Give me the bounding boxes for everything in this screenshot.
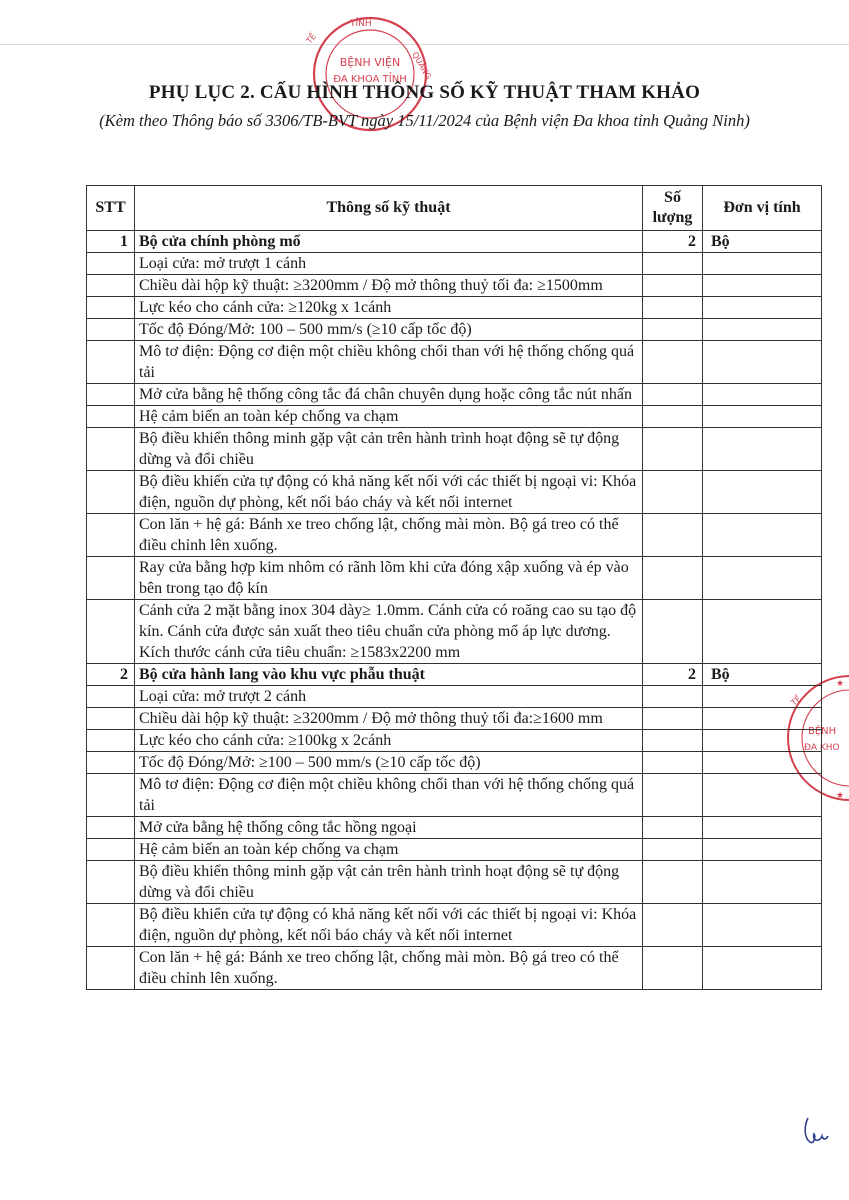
empty-cell [87, 861, 135, 904]
empty-cell [643, 557, 703, 600]
empty-cell [643, 600, 703, 664]
empty-cell [703, 406, 822, 428]
empty-cell [87, 514, 135, 557]
empty-cell [643, 341, 703, 384]
spec-cell: Mở cửa bằng hệ thống công tắc đá chân chuyên dụng hoặc công tắc nút nhấn [135, 384, 643, 406]
table-row [87, 384, 822, 406]
empty-cell [703, 275, 822, 297]
empty-cell [643, 904, 703, 947]
unit-cell: Bộ [703, 664, 822, 686]
header-unit: Đơn vị tính [703, 186, 822, 231]
spec-cell: Bộ điều khiển cửa tự động có khả năng kết nối với các thiết bị ngoại vi: Khóa điện, nguồn dự phòng, kết nối báo cháy và kết nối internet [135, 904, 643, 947]
empty-cell [643, 275, 703, 297]
empty-cell [87, 341, 135, 384]
empty-cell [703, 730, 822, 752]
table-row [87, 817, 822, 839]
empty-cell [643, 406, 703, 428]
empty-cell [643, 514, 703, 557]
empty-cell [87, 839, 135, 861]
empty-cell [87, 947, 135, 990]
table-group-row [87, 664, 822, 686]
svg-text:BỆNH VIỆN: BỆNH VIỆN [339, 56, 401, 69]
empty-cell [643, 817, 703, 839]
empty-cell [643, 708, 703, 730]
empty-cell [703, 428, 822, 471]
header-qty: Số lượng [643, 186, 703, 231]
spec-cell: Loại cửa: mở trượt 1 cánh [135, 253, 643, 275]
spec-table [86, 185, 822, 990]
empty-cell [87, 428, 135, 471]
svg-text:QUẢNG: QUẢNG [410, 50, 433, 81]
table-row [87, 406, 822, 428]
table-group-row [87, 231, 822, 253]
empty-cell [87, 708, 135, 730]
spec-cell: Lực kéo cho cánh cửa: ≥100kg x 2cánh [135, 730, 643, 752]
table-row [87, 275, 822, 297]
spec-cell: Lực kéo cho cánh cửa: ≥120kg x 1cánh [135, 297, 643, 319]
table-row [87, 947, 822, 990]
empty-cell [703, 904, 822, 947]
empty-cell [87, 817, 135, 839]
empty-cell [643, 752, 703, 774]
table-row [87, 600, 822, 664]
table-row [87, 708, 822, 730]
empty-cell [703, 514, 822, 557]
empty-cell [703, 752, 822, 774]
table-row [87, 730, 822, 752]
svg-text:TẾ: TẾ [304, 31, 318, 46]
empty-cell [87, 319, 135, 341]
empty-cell [643, 839, 703, 861]
table-row [87, 319, 822, 341]
svg-text:BỆNH: BỆNH [808, 726, 837, 737]
table-row [87, 297, 822, 319]
svg-text:ĐA KHO: ĐA KHO [804, 743, 840, 753]
spec-cell: Bộ điều khiển thông minh gặp vật cản trên hành trình hoạt động sẽ tự động dừng và đổi chiều [135, 861, 643, 904]
empty-cell [703, 253, 822, 275]
group-name-cell: Bộ cửa hành lang vào khu vực phẫu thuật [135, 664, 643, 686]
group-name-cell: Bộ cửa chính phòng mổ [135, 231, 643, 253]
empty-cell [703, 297, 822, 319]
empty-cell [703, 774, 822, 817]
empty-cell [87, 557, 135, 600]
empty-cell [643, 384, 703, 406]
spec-cell: Bộ điều khiển thông minh gặp vật cản trên hành trình hoạt động sẽ tự động dừng và đổi chiều [135, 428, 643, 471]
spec-cell: Tốc độ Đóng/Mở: ≥100 – 500 mm/s (≥10 cấp tốc độ) [135, 752, 643, 774]
empty-cell [87, 686, 135, 708]
spec-cell: Hệ cảm biến an toàn kép chống va chạm [135, 839, 643, 861]
table-row [87, 341, 822, 384]
empty-cell [87, 253, 135, 275]
spec-cell: Loại cửa: mở trượt 2 cánh [135, 686, 643, 708]
table-row [87, 557, 822, 600]
empty-cell [643, 730, 703, 752]
empty-cell [703, 817, 822, 839]
empty-cell [87, 904, 135, 947]
empty-cell [703, 708, 822, 730]
empty-cell [87, 406, 135, 428]
stt-cell: 2 [87, 664, 135, 686]
document-heading [0, 82, 849, 132]
spec-cell: Con lăn + hệ gá: Bánh xe treo chống lật, chống mài mòn. Bộ gá treo có thể điều chỉnh lên xuống. [135, 514, 643, 557]
signature-mark [800, 1112, 830, 1152]
table-row [87, 752, 822, 774]
table-header-row [87, 186, 822, 231]
table-row [87, 839, 822, 861]
unit-cell: Bộ [703, 231, 822, 253]
quantity-cell: 2 [643, 231, 703, 253]
empty-cell [643, 947, 703, 990]
spec-cell: Mô tơ điện: Động cơ điện một chiều không chổi than với hệ thống chống quá tải [135, 341, 643, 384]
spec-cell: Cánh cửa 2 mặt bằng inox 304 dày≥ 1.0mm. Cánh cửa có roăng cao su tạo độ kín. Cánh cửa được sản xuất theo tiêu chuẩn cửa phòng mổ áp lực dương. Kích thước cánh cửa tiêu chuẩn: ≥1583x2200 mm [135, 600, 643, 664]
empty-cell [87, 730, 135, 752]
empty-cell [87, 774, 135, 817]
empty-cell [643, 774, 703, 817]
empty-cell [703, 600, 822, 664]
table-row [87, 686, 822, 708]
table-row [87, 428, 822, 471]
table-row [87, 861, 822, 904]
spec-cell: Bộ điều khiển cửa tự động có khả năng kết nối với các thiết bị ngoại vi: Khóa điện, nguồn dự phòng, kết nối báo cháy và kết nối internet [135, 471, 643, 514]
document-title: PHỤ LỤC 2. CẤU HÌNH THÔNG SỐ KỸ THUẬT THAM KHẢO [148, 82, 701, 103]
svg-text:TẾ: TẾ [789, 694, 803, 708]
spec-cell: Chiều dài hộp kỹ thuật: ≥3200mm / Độ mở thông thuỷ tối đa:≥1600 mm [135, 708, 643, 730]
svg-text:★: ★ [836, 679, 845, 689]
spec-cell: Con lăn + hệ gá: Bánh xe treo chống lật, chống mài mòn. Bộ gá treo có thể điều chỉnh lên xuống. [135, 947, 643, 990]
spec-cell: Hệ cảm biến an toàn kép chống va chạm [135, 406, 643, 428]
table-row [87, 471, 822, 514]
spec-cell: Mở cửa bằng hệ thống công tắc hồng ngoại [135, 817, 643, 839]
table-row [87, 514, 822, 557]
empty-cell [703, 861, 822, 904]
empty-cell [703, 839, 822, 861]
spec-cell: Mô tơ điện: Động cơ điện một chiều không chổi than với hệ thống chống quá tải [135, 774, 643, 817]
quantity-cell: 2 [643, 664, 703, 686]
empty-cell [87, 471, 135, 514]
svg-text:ĐA KHOA TỈNH: ĐA KHOA TỈNH [333, 74, 407, 85]
empty-cell [643, 428, 703, 471]
empty-cell [643, 471, 703, 514]
empty-cell [703, 686, 822, 708]
header-spec: Thông số kỹ thuật [135, 186, 643, 231]
table-row [87, 774, 822, 817]
empty-cell [87, 275, 135, 297]
empty-cell [87, 752, 135, 774]
header-stt: STT [87, 186, 135, 231]
empty-cell [703, 384, 822, 406]
empty-cell [87, 600, 135, 664]
empty-cell [643, 253, 703, 275]
empty-cell [643, 861, 703, 904]
empty-cell [643, 319, 703, 341]
table-row [87, 253, 822, 275]
empty-cell [703, 319, 822, 341]
empty-cell [87, 297, 135, 319]
table-row [87, 904, 822, 947]
empty-cell [703, 947, 822, 990]
empty-cell [643, 686, 703, 708]
document-subtitle: (Kèm theo Thông báo số 3306/TB-BVT ngày 15/11/2024 của Bệnh viện Đa khoa tỉnh Quảng Ninh) [99, 111, 750, 130]
empty-cell [703, 557, 822, 600]
empty-cell [703, 341, 822, 384]
spec-cell: Tốc độ Đóng/Mở: 100 – 500 mm/s (≥10 cấp tốc độ) [135, 319, 643, 341]
empty-cell [87, 384, 135, 406]
empty-cell [643, 297, 703, 319]
spec-cell: Ray cửa bằng hợp kim nhôm có rãnh lõm khi cửa đóng xập xuống và ép vào bên trong tạo độ kín [135, 557, 643, 600]
stt-cell: 1 [87, 231, 135, 253]
spec-cell: Chiều dài hộp kỹ thuật: ≥3200mm / Độ mở thông thuỷ tối đa: ≥1500mm [135, 275, 643, 297]
svg-text:★: ★ [836, 791, 845, 801]
empty-cell [703, 471, 822, 514]
svg-text:TỈNH: TỈNH [350, 19, 372, 29]
